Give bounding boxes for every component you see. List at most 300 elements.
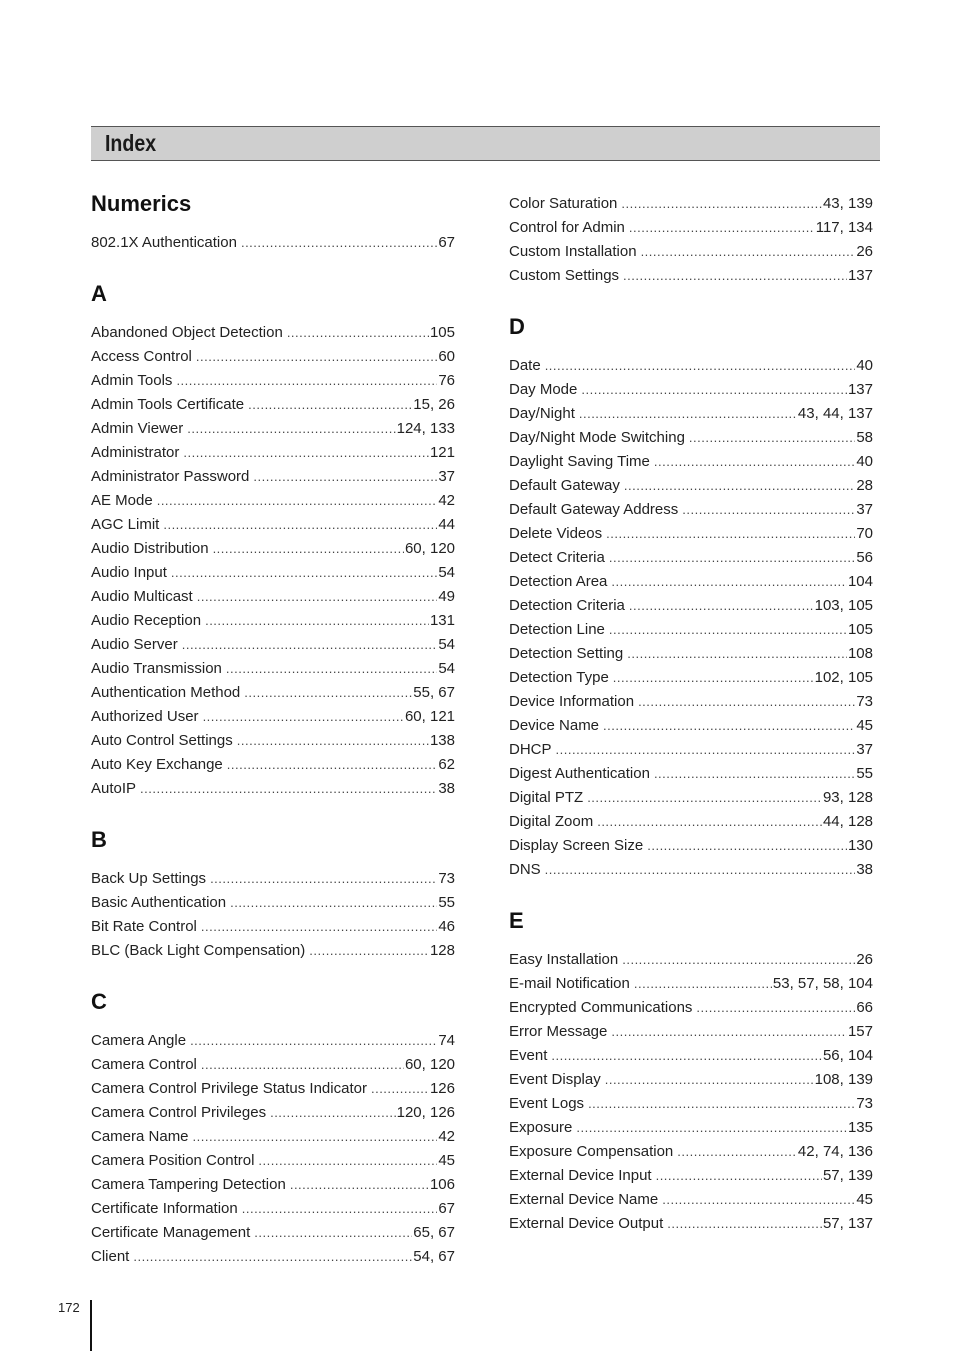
index-page-refs: 76	[438, 372, 455, 389]
index-section	[509, 313, 873, 882]
index-entry	[509, 1164, 873, 1188]
index-term: Authorized User	[91, 708, 199, 725]
index-term: Access Control	[91, 348, 192, 365]
dot-leader	[623, 264, 847, 288]
dot-leader	[163, 513, 437, 537]
dot-leader	[606, 522, 855, 546]
dot-leader	[638, 690, 855, 714]
index-entry	[509, 498, 873, 522]
dot-leader	[634, 972, 772, 996]
index-page-refs: 58	[856, 429, 873, 446]
index-term: DNS	[509, 861, 541, 878]
index-term: Exposure	[509, 1119, 573, 1136]
index-page-refs: 37	[438, 468, 455, 485]
index-term: BLC (Back Light Compensation)	[91, 942, 306, 959]
index-page-refs: 70	[856, 525, 873, 542]
dot-leader	[609, 618, 847, 642]
index-page-refs: 44, 128	[822, 813, 873, 830]
dot-leader	[556, 738, 856, 762]
index-entry	[509, 642, 873, 666]
dot-leader	[545, 354, 856, 378]
dot-leader	[603, 714, 855, 738]
index-page-refs: 26	[856, 243, 873, 260]
dot-leader	[244, 681, 412, 705]
index-page-refs: 43, 139	[822, 195, 873, 212]
index-entry	[91, 729, 455, 753]
index-entry	[509, 834, 873, 858]
index-page-refs: 126	[429, 1080, 455, 1097]
index-term: Detection Area	[509, 573, 608, 590]
dot-leader	[187, 417, 395, 441]
section-heading: Numerics	[91, 191, 192, 216]
index-page-refs: 53, 57, 58, 104	[772, 975, 873, 992]
dot-leader	[254, 1221, 412, 1245]
index-page-refs: 157	[847, 1023, 873, 1040]
index-page-refs: 43, 44, 137	[797, 405, 873, 422]
index-term: 802.1X Authentication	[91, 234, 237, 251]
index-term: E-mail Notification	[509, 975, 630, 992]
index-entry	[509, 522, 873, 546]
index-page-refs: 55	[856, 765, 873, 782]
section-heading: D	[509, 314, 525, 339]
index-page-refs: 45	[438, 1152, 455, 1169]
index-entry	[91, 1221, 455, 1245]
dot-leader	[133, 1245, 412, 1269]
dot-leader	[237, 729, 429, 753]
index-page-refs: 60, 121	[404, 708, 455, 725]
dot-leader	[579, 402, 797, 426]
index-entry	[509, 426, 873, 450]
index-section	[91, 826, 455, 963]
index-term: Custom Installation	[509, 243, 637, 260]
index-entry	[91, 537, 455, 561]
index-entry	[91, 1125, 455, 1149]
index-entry	[509, 1212, 873, 1236]
dot-leader	[203, 705, 404, 729]
index-page-refs: 108, 139	[814, 1071, 873, 1088]
index-entry	[509, 1068, 873, 1092]
index-term: Abandoned Object Detection	[91, 324, 283, 341]
dot-leader	[696, 996, 855, 1020]
index-page-refs: 124, 133	[396, 420, 455, 437]
dot-leader	[241, 231, 437, 255]
dot-leader	[183, 441, 429, 465]
index-term: Certificate Management	[91, 1224, 251, 1241]
index-term: Audio Reception	[91, 612, 202, 629]
index-page-refs: 57, 139	[822, 1167, 873, 1184]
dot-leader	[611, 1020, 847, 1044]
index-term: Daylight Saving Time	[509, 453, 650, 470]
index-term: AGC Limit	[91, 516, 160, 533]
index-column-right	[509, 192, 873, 1261]
section-heading: C	[91, 989, 107, 1014]
dot-leader	[667, 1212, 822, 1236]
index-entry	[91, 231, 455, 255]
index-term: Basic Authentication	[91, 894, 227, 911]
dot-leader	[196, 345, 437, 369]
index-term: Default Gateway	[509, 477, 620, 494]
index-entry	[509, 738, 873, 762]
index-entry	[509, 378, 873, 402]
index-term: Detection Type	[509, 669, 609, 686]
index-page-refs: 49	[438, 588, 455, 605]
index-page-refs: 105	[429, 324, 455, 341]
index-entry	[91, 369, 455, 393]
index-entry	[91, 609, 455, 633]
index-term: Encrypted Communications	[509, 999, 693, 1016]
dot-leader	[290, 1173, 429, 1197]
index-entry	[509, 618, 873, 642]
index-term: External Device Output	[509, 1215, 664, 1232]
index-page-refs: 130	[847, 837, 873, 854]
index-page-refs: 67	[438, 234, 455, 251]
index-term: Camera Position Control	[91, 1152, 255, 1169]
index-entry	[509, 996, 873, 1020]
index-entry	[91, 489, 455, 513]
dot-leader	[605, 1068, 814, 1092]
index-term: Display Screen Size	[509, 837, 644, 854]
dot-leader	[627, 642, 847, 666]
index-page-refs: 138	[429, 732, 455, 749]
dot-leader	[157, 489, 438, 513]
index-term: Event Logs	[509, 1095, 585, 1112]
index-section	[91, 988, 455, 1269]
index-entry	[509, 1188, 873, 1212]
index-term: Device Information	[509, 693, 635, 710]
dot-leader	[622, 948, 855, 972]
index-entry	[91, 1149, 455, 1173]
page-number-rule	[90, 1300, 92, 1351]
index-entry	[509, 810, 873, 834]
dot-leader	[689, 426, 855, 450]
dot-leader	[576, 1116, 847, 1140]
dot-leader	[587, 786, 822, 810]
index-page-refs: 57, 137	[822, 1215, 873, 1232]
index-term: Digital Zoom	[509, 813, 594, 830]
index-entry	[509, 240, 873, 264]
index-entry	[91, 561, 455, 585]
index-page-refs: 73	[856, 693, 873, 710]
index-section	[509, 192, 873, 288]
index-section	[91, 190, 455, 255]
dot-leader	[621, 192, 822, 216]
index-entry	[91, 465, 455, 489]
index-term: AE Mode	[91, 492, 153, 509]
index-term: Digital PTZ	[509, 789, 584, 806]
index-page-refs: 108	[847, 645, 873, 662]
index-entry	[509, 1092, 873, 1116]
index-entry	[91, 321, 455, 345]
index-page-refs: 121	[429, 444, 455, 461]
dot-leader	[210, 867, 437, 891]
index-term: DHCP	[509, 741, 552, 758]
index-page-refs: 55	[438, 894, 455, 911]
dot-leader	[588, 1092, 855, 1116]
index-term: Camera Control	[91, 1056, 197, 1073]
index-page-refs: 45	[856, 1191, 873, 1208]
index-term: Default Gateway Address	[509, 501, 679, 518]
index-term: Custom Settings	[509, 267, 620, 284]
index-entry	[509, 546, 873, 570]
index-term: Delete Videos	[509, 525, 603, 542]
index-entry	[509, 594, 873, 618]
dot-leader	[624, 474, 855, 498]
dot-leader	[253, 465, 437, 489]
index-entry	[509, 1116, 873, 1140]
index-entry	[509, 402, 873, 426]
index-page-refs: 105	[847, 621, 873, 638]
index-term: Auto Control Settings	[91, 732, 233, 749]
dot-leader	[309, 939, 429, 963]
index-entry	[91, 657, 455, 681]
index-entry	[91, 417, 455, 441]
dot-leader	[371, 1077, 429, 1101]
dot-leader	[242, 1197, 438, 1221]
index-title-bar	[91, 126, 880, 161]
index-entry	[509, 1020, 873, 1044]
dot-leader	[609, 546, 855, 570]
index-entry	[509, 858, 873, 882]
index-entry	[509, 690, 873, 714]
index-entry	[91, 915, 455, 939]
index-term: Bit Rate Control	[91, 918, 197, 935]
index-page-refs: 37	[856, 741, 873, 758]
index-page-refs: 40	[856, 453, 873, 470]
index-term: Detect Criteria	[509, 549, 605, 566]
index-term: Exposure Compensation	[509, 1143, 674, 1160]
dot-leader	[682, 498, 855, 522]
index-page-refs: 67	[438, 1200, 455, 1217]
index-page-refs: 38	[856, 861, 873, 878]
index-term: Date	[509, 357, 541, 374]
index-page-refs: 45	[856, 717, 873, 734]
index-page-refs: 26	[856, 951, 873, 968]
section-heading: E	[509, 908, 524, 933]
index-entry	[91, 1245, 455, 1269]
index-term: Detection Setting	[509, 645, 624, 662]
index-page-refs: 46	[438, 918, 455, 935]
dot-leader	[641, 240, 856, 264]
index-term: Admin Viewer	[91, 420, 184, 437]
index-term: Auto Key Exchange	[91, 756, 223, 773]
section-heading: A	[91, 281, 107, 306]
dot-leader	[270, 1101, 396, 1125]
index-page-refs: 54	[438, 660, 455, 677]
index-entry	[91, 633, 455, 657]
dot-leader	[140, 777, 437, 801]
dot-leader	[545, 858, 856, 882]
index-page-refs: 54	[438, 636, 455, 653]
index-term: Day/Night Mode Switching	[509, 429, 685, 446]
dot-leader	[629, 216, 815, 240]
dot-leader	[230, 891, 437, 915]
index-page-refs: 54, 67	[413, 1248, 455, 1265]
index-entry	[509, 948, 873, 972]
dot-leader	[597, 810, 822, 834]
dot-leader	[213, 537, 404, 561]
index-page-refs: 56	[856, 549, 873, 566]
index-term: Color Saturation	[509, 195, 618, 212]
index-term: Admin Tools Certificate	[91, 396, 245, 413]
index-section	[91, 280, 455, 801]
index-entry	[91, 1077, 455, 1101]
index-term: Detection Line	[509, 621, 605, 638]
dot-leader	[201, 915, 437, 939]
index-term: External Device Name	[509, 1191, 659, 1208]
dot-leader	[647, 834, 847, 858]
index-entry	[91, 705, 455, 729]
index-term: Camera Control Privilege Status Indicator	[91, 1080, 367, 1097]
index-entry	[91, 777, 455, 801]
index-term: Audio Distribution	[91, 540, 209, 557]
index-page-refs: 73	[438, 870, 455, 887]
index-entry	[91, 867, 455, 891]
index-term: Error Message	[509, 1023, 608, 1040]
index-entry	[91, 1053, 455, 1077]
index-page-refs: 120, 126	[396, 1104, 455, 1121]
index-term: Camera Angle	[91, 1032, 187, 1049]
index-entry	[91, 1101, 455, 1125]
index-page-refs: 42, 74, 136	[797, 1143, 873, 1160]
index-entry	[91, 513, 455, 537]
index-page-refs: 117, 134	[815, 219, 873, 236]
index-page-refs: 40	[856, 357, 873, 374]
index-term: Camera Tampering Detection	[91, 1176, 286, 1193]
index-entry	[91, 681, 455, 705]
page-number: 172	[58, 1300, 80, 1315]
index-entry	[509, 216, 873, 240]
index-entry	[91, 939, 455, 963]
index-page-refs: 66	[856, 999, 873, 1016]
index-page-refs: 60, 120	[404, 540, 455, 557]
index-entry	[91, 1173, 455, 1197]
dot-leader	[197, 585, 438, 609]
index-term: Authentication Method	[91, 684, 241, 701]
dot-leader	[176, 369, 437, 393]
dot-leader	[581, 378, 847, 402]
index-entry	[91, 1029, 455, 1053]
index-page-refs: 55, 67	[413, 684, 455, 701]
index-entry	[509, 762, 873, 786]
index-page-refs: 37	[856, 501, 873, 518]
index-page-refs: 15, 26	[413, 396, 455, 413]
index-entry	[509, 786, 873, 810]
index-entry	[91, 441, 455, 465]
dot-leader	[656, 1164, 822, 1188]
index-page-refs: 54	[438, 564, 455, 581]
index-entry	[509, 354, 873, 378]
index-term: Day/Night	[509, 405, 575, 422]
index-page-refs: 93, 128	[822, 789, 873, 806]
section-heading: B	[91, 827, 107, 852]
dot-leader	[287, 321, 429, 345]
dot-leader	[190, 1029, 437, 1053]
index-page-refs: 102, 105	[814, 669, 873, 686]
index-entry	[91, 345, 455, 369]
dot-leader	[226, 657, 437, 681]
dot-leader	[551, 1044, 822, 1068]
index-term: Device Name	[509, 717, 600, 734]
index-column-left	[91, 190, 455, 1294]
index-entry	[91, 753, 455, 777]
index-entry	[509, 264, 873, 288]
dot-leader	[248, 393, 412, 417]
dot-leader	[654, 450, 855, 474]
index-term: Certificate Information	[91, 1200, 238, 1217]
index-term: Camera Name	[91, 1128, 189, 1145]
index-page-refs: 38	[438, 780, 455, 797]
dot-leader	[629, 594, 814, 618]
index-entry	[509, 570, 873, 594]
dot-leader	[205, 609, 429, 633]
index-page-refs: 73	[856, 1095, 873, 1112]
index-term: Audio Transmission	[91, 660, 222, 677]
index-term: External Device Input	[509, 1167, 652, 1184]
index-page-refs: 128	[429, 942, 455, 959]
index-term: Event Display	[509, 1071, 601, 1088]
index-term: Digest Authentication	[509, 765, 650, 782]
index-page-refs: 103, 105	[814, 597, 873, 614]
index-term: Camera Control Privileges	[91, 1104, 267, 1121]
index-entry	[91, 1197, 455, 1221]
index-page-refs: 62	[438, 756, 455, 773]
index-term: Control for Admin	[509, 219, 625, 236]
dot-leader	[171, 561, 437, 585]
index-term: Day Mode	[509, 381, 578, 398]
index-entry	[509, 666, 873, 690]
index-entry	[91, 585, 455, 609]
index-page-refs: 44	[438, 516, 455, 533]
index-entry	[509, 450, 873, 474]
index-page-refs: 74	[438, 1032, 455, 1049]
index-page-refs: 137	[847, 267, 873, 284]
index-page-refs: 42	[438, 1128, 455, 1145]
index-entry	[509, 1140, 873, 1164]
dot-leader	[182, 633, 438, 657]
index-term: Audio Input	[91, 564, 167, 581]
index-entry	[509, 474, 873, 498]
index-term: Client	[91, 1248, 130, 1265]
index-page-refs: 65, 67	[413, 1224, 455, 1241]
dot-leader	[201, 1053, 404, 1077]
index-term: Administrator Password	[91, 468, 250, 485]
dot-leader	[258, 1149, 437, 1173]
index-entry	[509, 714, 873, 738]
index-entry	[509, 192, 873, 216]
index-page-refs: 28	[856, 477, 873, 494]
index-page-refs: 131	[429, 612, 455, 629]
index-entry	[509, 1044, 873, 1068]
index-term: Detection Criteria	[509, 597, 625, 614]
index-page-refs: 42	[438, 492, 455, 509]
index-term: Administrator	[91, 444, 180, 461]
dot-leader	[662, 1188, 855, 1212]
index-term: Easy Installation	[509, 951, 619, 968]
index-term: Audio Server	[91, 636, 178, 653]
dot-leader	[654, 762, 855, 786]
index-term: Back Up Settings	[91, 870, 207, 887]
index-page-refs: 137	[847, 381, 873, 398]
index-entry	[509, 972, 873, 996]
dot-leader	[613, 666, 814, 690]
dot-leader	[227, 753, 438, 777]
index-term: AutoIP	[91, 780, 137, 797]
index-term: Audio Multicast	[91, 588, 193, 605]
index-term: Admin Tools	[91, 372, 173, 389]
index-entry	[91, 891, 455, 915]
index-page-refs: 135	[847, 1119, 873, 1136]
dot-leader	[611, 570, 847, 594]
